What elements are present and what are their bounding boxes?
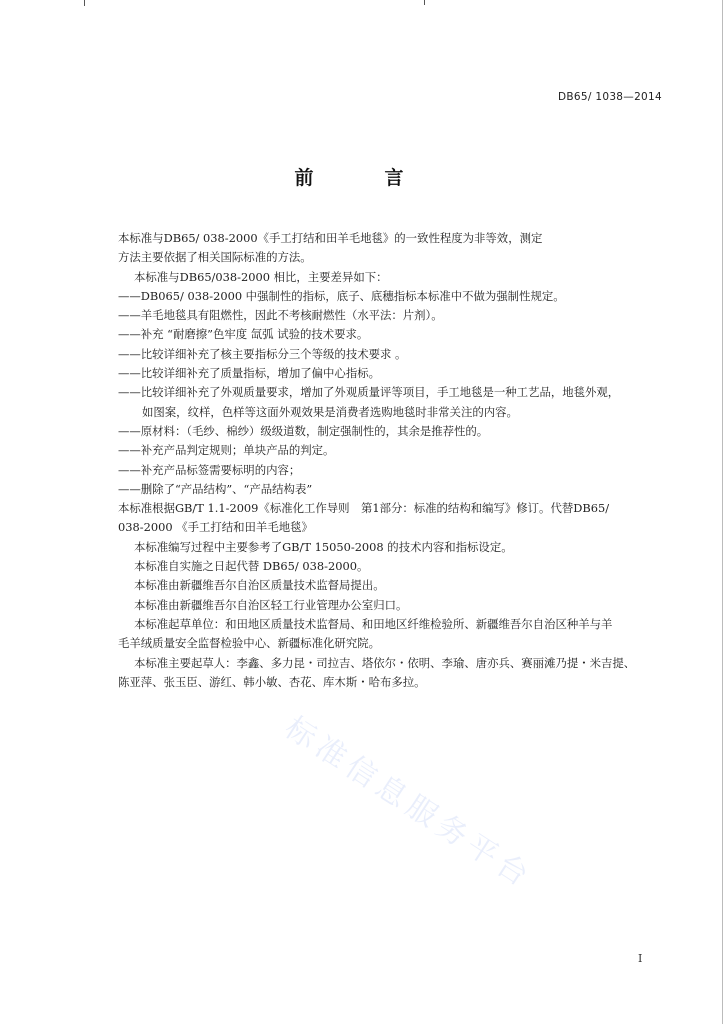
paragraph-line: 本标准根据GB/T 1.1-2009《标准化工作导则 第1部分：标准的结构和编写》修订。代替DB65/ (118, 501, 610, 516)
paragraph-line: 本标准编写过程中主要参考了GB/T 15050-2008 的技术内容和指标设定。 (134, 539, 513, 554)
paragraph-line: 方法主要依据了相关国际标准的方法。 (118, 250, 312, 265)
scan-mark-top-center (424, 0, 425, 5)
page-title: 前 言 (294, 167, 430, 189)
scan-mark-right-edge (722, 0, 723, 1024)
foreword-body (118, 229, 636, 692)
paragraph-line: 本标准自实施之日起代替 DB65/ 038-2000。 (134, 559, 369, 574)
list-item: ——羊毛地毯具有阻燃性，因此不考核耐燃性（水平法：片剂）。 (118, 308, 443, 323)
paragraph-line: 陈亚萍、张玉臣、游红、韩小敏、杏花、库木斯・哈布多拉。 (118, 674, 426, 689)
paragraph-line: 本标准由新疆维吾尔自治区轻工行业管理办公室归口。 (134, 597, 408, 612)
list-item: ——补充产品判定规则；单块产品的判定。 (118, 443, 335, 458)
list-item: ——补充产品标签需要标明的内容； (118, 462, 301, 477)
list-item: ——DB065/ 038-2000 中强制性的指标，底子、底穗指标本标准中不做为强制性规定。 (118, 288, 565, 303)
watermark: 标准信息服务平台 (278, 710, 540, 897)
paragraph-line: 本标准与DB65/038-2000 相比，主要差异如下： (134, 269, 388, 284)
list-item: ——补充 “耐磨擦”色牢度 氙弧 试验的技术要求。 (118, 327, 369, 342)
paragraph-line: 本标准起草单位：和田地区质量技术监督局、和田地区纤维检验所、新疆维吾尔自治区种羊与羊 (134, 616, 613, 631)
paragraph-line: 本标准主要起草人：李鑫、多力昆・司拉吉、塔依尔・依明、李瑜、唐亦兵、赛丽滩乃提・米吉提、 (134, 655, 636, 670)
list-item: ——比较详细补充了核主要指标分三个等级的技术要求 。 (118, 346, 407, 361)
list-item: ——比较详细补充了质量指标，增加了偏中心指标。 (118, 366, 380, 381)
list-item: ——比较详细补充了外观质量要求，增加了外观质量评等项目，手工地毯是一种工艺品，地毯外观， (118, 385, 620, 400)
paragraph-line: 毛羊绒质量安全监督检验中心、新疆标准化研究院。 (118, 636, 380, 651)
paragraph-line: 038-2000 《手工打结和田羊毛地毯》 (118, 520, 313, 535)
list-item: ——删除了“产品结构”、“产品结构表” (118, 481, 313, 496)
scan-mark-top-left (84, 0, 85, 6)
list-item: ——原材料：（毛纱、棉纱）级级道数，制定强制性的，其余是推荐性的。 (118, 423, 489, 438)
page-number: I (638, 952, 643, 965)
paragraph-line: 本标准由新疆维吾尔自治区质量技术监督局提出。 (134, 578, 385, 593)
paragraph-line: 本标准与DB65/ 038-2000《手工打结和田羊毛地毯》的一致性程度为非等效，测定 (118, 231, 543, 245)
list-item-continuation: 如图案，纹样，色样等这面外观效果是消费者选购地毯时非常关注的内容。 (142, 404, 518, 419)
standard-number: DB65/ 1038—2014 (558, 91, 662, 103)
